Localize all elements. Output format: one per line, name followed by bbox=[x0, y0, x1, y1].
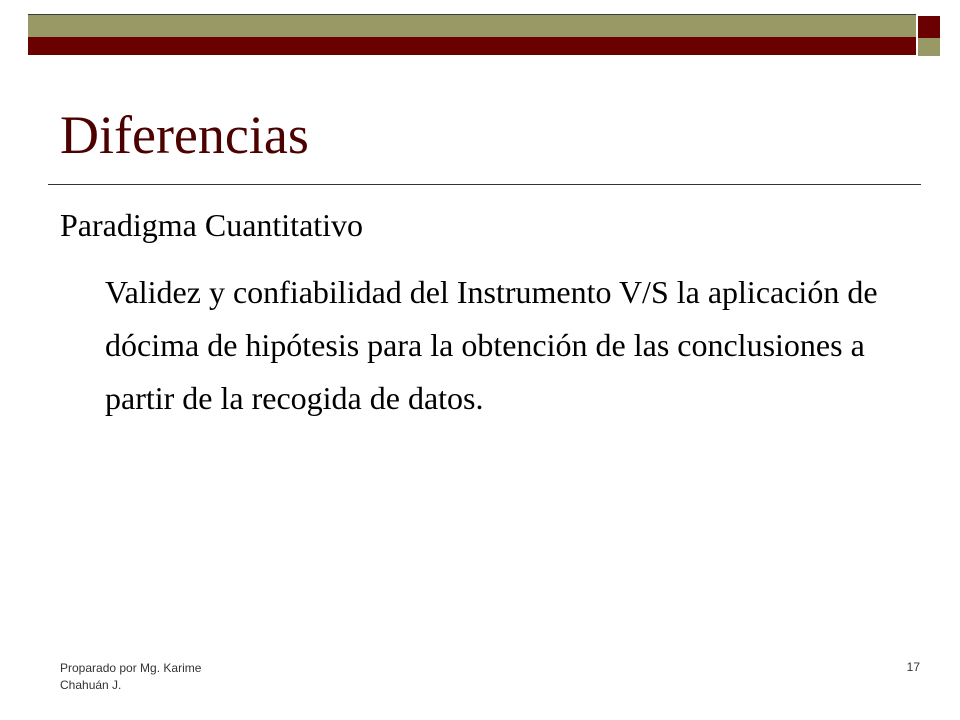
title-divider bbox=[48, 184, 921, 185]
header-red-band bbox=[28, 37, 916, 55]
slide-body-text: Validez y confiabilidad del Instrumento V/S la aplicación de dócima de hipótesis para la obtención de las conclusiones a partir de la recogida de datos. bbox=[105, 274, 878, 416]
header-olive-square bbox=[918, 38, 940, 56]
header-red-square bbox=[918, 16, 940, 38]
slide-heading: Paradigma Cuantitativo bbox=[60, 207, 364, 243]
footer-author: Proparado por Mg. Karime Chahuán J. bbox=[60, 661, 202, 692]
header-olive-band bbox=[28, 15, 916, 37]
slide-title: Diferencias bbox=[60, 105, 309, 165]
footer-page-number: 17 bbox=[906, 660, 920, 674]
decorative-header-bar bbox=[0, 0, 960, 60]
